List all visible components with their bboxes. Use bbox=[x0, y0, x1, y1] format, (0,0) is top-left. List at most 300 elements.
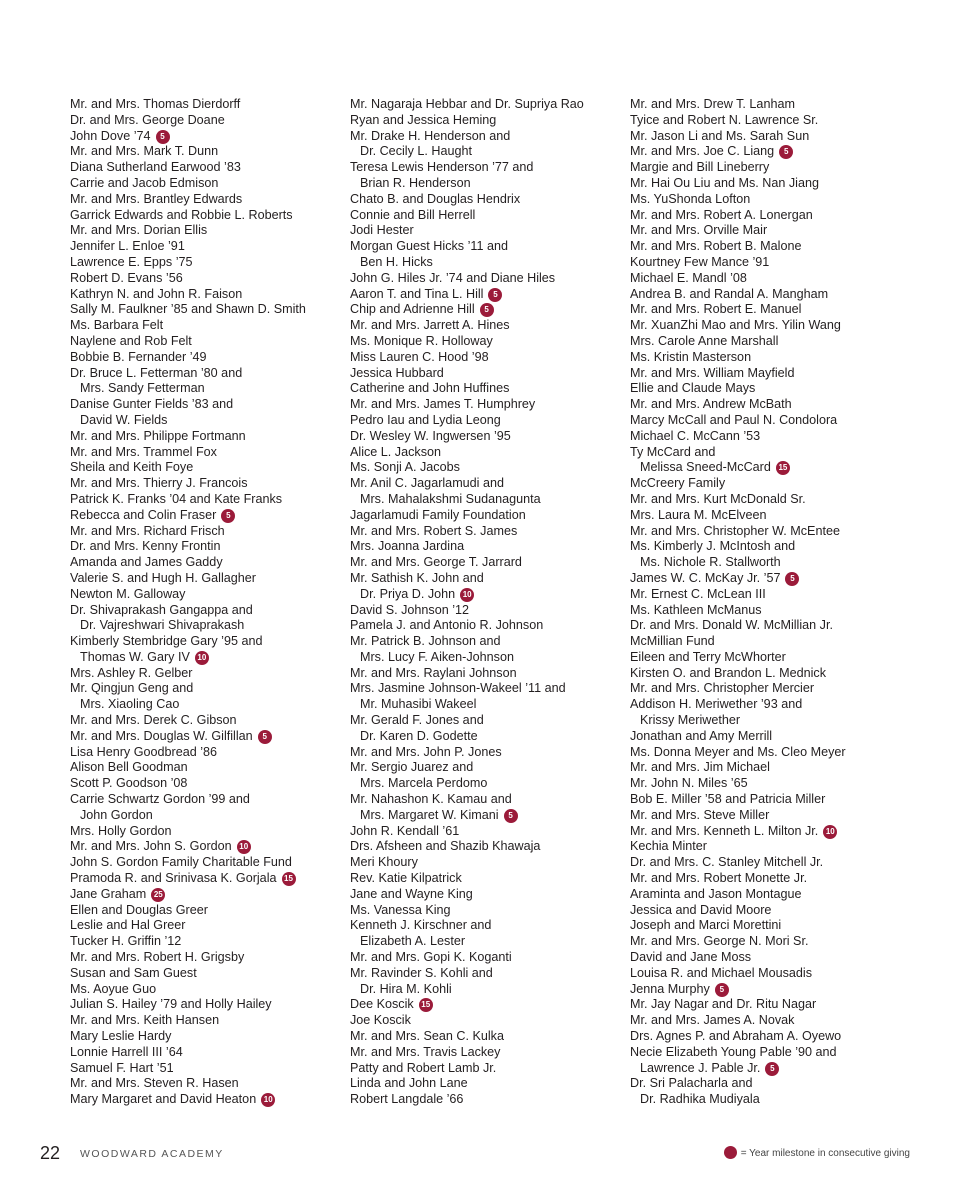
donor-name bbox=[630, 492, 900, 508]
donor-name-text: Aaron T. and Tina L. Hill bbox=[350, 286, 484, 301]
donor-name-text: Mr. and Mrs. Robert S. James bbox=[350, 523, 518, 538]
donor-entry bbox=[70, 397, 340, 429]
donor-name-text: Mr. and Mrs. Keith Hansen bbox=[70, 1013, 220, 1028]
donor-name bbox=[630, 776, 900, 792]
donor-name bbox=[350, 1029, 620, 1045]
donor-name-text: Dr. Priya D. John bbox=[360, 586, 456, 601]
donor-name-text: Mr. and Mrs. John P. Jones bbox=[350, 744, 502, 759]
donor-name bbox=[70, 903, 340, 919]
donor-name bbox=[350, 239, 620, 255]
donor-entry bbox=[630, 129, 900, 145]
donor-entry bbox=[350, 666, 620, 682]
donor-entry bbox=[630, 413, 900, 429]
donor-name bbox=[630, 634, 900, 650]
donor-name-text: Mrs. Laura M. McElveen bbox=[630, 507, 767, 522]
donor-entry bbox=[630, 887, 900, 903]
donor-name-text: Robert Langdale ’66 bbox=[350, 1092, 464, 1107]
donor-name bbox=[70, 113, 340, 129]
donor-name-text: Mrs. Sandy Fetterman bbox=[80, 381, 205, 396]
donor-name bbox=[70, 271, 340, 287]
donor-name bbox=[70, 223, 340, 239]
donor-entry bbox=[630, 776, 900, 792]
donor-name-text: Addison H. Meriwether ’93 and bbox=[630, 697, 803, 712]
donor-entry bbox=[70, 508, 340, 524]
donor-entry bbox=[70, 302, 340, 318]
donor-entry bbox=[350, 460, 620, 476]
donor-entry bbox=[70, 97, 340, 113]
donor-name-text: Mr. and Mrs. Brantley Edwards bbox=[70, 191, 243, 206]
donor-name-text: Carrie and Jacob Edmison bbox=[70, 175, 219, 190]
milestone-dot-icon bbox=[724, 1146, 737, 1159]
donor-entry bbox=[350, 113, 620, 129]
donor-entry bbox=[70, 144, 340, 160]
donor-name-text: Ben H. Hicks bbox=[360, 254, 433, 269]
donor-name bbox=[350, 1092, 620, 1108]
donor-entry bbox=[350, 287, 620, 303]
donor-entry bbox=[630, 745, 900, 761]
donor-name-text: Mrs. Mahalakshmi Sudanagunta bbox=[360, 491, 541, 506]
donor-entry bbox=[350, 634, 620, 666]
donor-name-continued bbox=[70, 618, 340, 634]
donor-entry bbox=[630, 350, 900, 366]
donor-name-text: Bob E. Miller ’58 and Patricia Miller bbox=[630, 792, 826, 807]
legend-text: = Year milestone in consecutive giving bbox=[740, 1148, 910, 1159]
donor-name-text: Susan and Sam Guest bbox=[70, 965, 197, 980]
donor-name bbox=[630, 524, 900, 540]
donor-name bbox=[70, 445, 340, 461]
donor-name-text: Jennifer L. Enloe ’91 bbox=[70, 239, 185, 254]
donor-name bbox=[630, 982, 900, 998]
donor-name bbox=[350, 871, 620, 887]
donor-entry bbox=[350, 271, 620, 287]
donor-name bbox=[630, 697, 900, 713]
donor-name bbox=[630, 1076, 900, 1092]
donor-name bbox=[350, 634, 620, 650]
milestone-badge: 10 bbox=[460, 588, 474, 602]
donor-name bbox=[630, 129, 900, 145]
donor-name-continued bbox=[350, 729, 620, 745]
donor-entry bbox=[630, 697, 900, 729]
donor-name-text: Necie Elizabeth Young Pable ’90 and bbox=[630, 1044, 837, 1059]
donor-name bbox=[70, 129, 340, 145]
donor-name-text: Mrs. Ashley R. Gelber bbox=[70, 665, 193, 680]
donor-name-text: Sally M. Faulkner ’85 and Shawn D. Smith bbox=[70, 302, 306, 317]
donor-name bbox=[70, 666, 340, 682]
donor-name bbox=[350, 429, 620, 445]
donor-entry bbox=[70, 1092, 340, 1108]
donor-entry bbox=[70, 760, 340, 776]
donor-entry bbox=[350, 192, 620, 208]
donor-entry bbox=[70, 287, 340, 303]
donor-name bbox=[350, 524, 620, 540]
donor-name bbox=[350, 287, 620, 303]
donor-name-text: Mr. and Mrs. Andrew McBath bbox=[630, 397, 792, 412]
donor-name bbox=[70, 334, 340, 350]
page-footer bbox=[40, 1143, 920, 1163]
donor-entry bbox=[350, 381, 620, 397]
donor-name bbox=[70, 950, 340, 966]
donor-name bbox=[630, 1029, 900, 1045]
donor-entry bbox=[630, 208, 900, 224]
donor-name-text: Mr. and Mrs. Drew T. Lanham bbox=[630, 97, 795, 111]
donor-name-text: David S. Johnson ’12 bbox=[350, 602, 470, 617]
donor-entry bbox=[350, 1045, 620, 1061]
donor-name-text: Dr. Vajreshwari Shivaprakash bbox=[80, 618, 245, 633]
donor-entry bbox=[70, 729, 340, 745]
donor-name-text: Mr. Anil C. Jagarlamudi and bbox=[350, 476, 504, 491]
donor-name-text: Mrs. Carole Anne Marshall bbox=[630, 333, 779, 348]
donor-entry bbox=[350, 571, 620, 603]
donor-entry bbox=[350, 397, 620, 413]
donor-entry bbox=[630, 950, 900, 966]
donor-entry bbox=[630, 445, 900, 477]
donor-name-text: Mr. and Mrs. Douglas W. Gilfillan bbox=[70, 728, 253, 743]
donor-name-text: Drs. Agnes P. and Abraham A. Oyewo bbox=[630, 1029, 842, 1044]
donor-name-text: Mr. and Mrs. Steve Miller bbox=[630, 807, 770, 822]
donor-name bbox=[350, 318, 620, 334]
donor-entry bbox=[350, 160, 620, 192]
donor-entry bbox=[350, 413, 620, 429]
donor-entry bbox=[70, 492, 340, 508]
donor-entry bbox=[70, 129, 340, 145]
donor-name-text: Lonnie Harrell III ’64 bbox=[70, 1044, 183, 1059]
donor-name-text: Ms. Barbara Felt bbox=[70, 318, 164, 333]
donor-name-text: Patty and Robert Lamb Jr. bbox=[350, 1060, 497, 1075]
donor-name-text: Elizabeth A. Lester bbox=[360, 934, 466, 949]
donor-name-text: Mr. and Mrs. Jim Michael bbox=[630, 760, 770, 775]
donor-entry bbox=[350, 1013, 620, 1029]
donor-entry bbox=[70, 555, 340, 571]
donor-name-text: Leslie and Hal Greer bbox=[70, 918, 186, 933]
donor-name-text: Mr. Ravinder S. Kohli and bbox=[350, 965, 493, 980]
milestone-badge: 10 bbox=[237, 840, 251, 854]
donor-name bbox=[350, 792, 620, 808]
donor-name-text: Mrs. Jasmine Johnson-Wakeel ’11 and bbox=[350, 681, 566, 696]
donor-name bbox=[630, 650, 900, 666]
donor-entry bbox=[630, 903, 900, 919]
donor-name-text: Dr. Sri Palacharla and bbox=[630, 1076, 753, 1091]
donor-entry bbox=[350, 966, 620, 998]
donor-entry bbox=[630, 681, 900, 697]
donor-name bbox=[630, 334, 900, 350]
giving-legend bbox=[724, 1146, 910, 1161]
donor-entry bbox=[70, 318, 340, 334]
donor-name-continued bbox=[350, 982, 620, 998]
donor-name-text: Andrea B. and Randal A. Mangham bbox=[630, 286, 829, 301]
milestone-badge: 5 bbox=[785, 572, 799, 586]
donor-entry bbox=[350, 555, 620, 571]
donor-entry bbox=[70, 603, 340, 635]
donor-name bbox=[630, 381, 900, 397]
donor-name-text: Jane Graham bbox=[70, 886, 147, 901]
donor-name bbox=[630, 255, 900, 271]
donor-name bbox=[350, 129, 620, 145]
donor-name-text: Mr. Patrick B. Johnson and bbox=[350, 634, 501, 649]
donor-name-text: Dee Koscik bbox=[350, 997, 414, 1012]
donor-entry bbox=[630, 855, 900, 871]
donor-name-text: Ryan and Jessica Heming bbox=[350, 112, 497, 127]
donor-name-text: Mr. Muhasibi Wakeel bbox=[360, 697, 477, 712]
donor-entry bbox=[70, 350, 340, 366]
donor-name bbox=[350, 681, 620, 697]
donor-name bbox=[630, 413, 900, 429]
donor-name-text: Mr. and Mrs. Jarrett A. Hines bbox=[350, 318, 510, 333]
donor-name bbox=[630, 903, 900, 919]
donor-entry bbox=[350, 539, 620, 555]
donor-entry bbox=[630, 982, 900, 998]
donor-name bbox=[350, 97, 620, 113]
milestone-badge: 5 bbox=[779, 145, 793, 159]
donor-name bbox=[630, 508, 900, 524]
donor-entry bbox=[350, 887, 620, 903]
donor-entry bbox=[350, 681, 620, 713]
donor-name bbox=[350, 381, 620, 397]
donor-entry bbox=[70, 918, 340, 934]
donor-name-text: Kourtney Few Mance ’91 bbox=[630, 254, 770, 269]
donor-name-text: Mrs. Marcela Perdomo bbox=[360, 776, 488, 791]
donor-name bbox=[630, 871, 900, 887]
donor-name bbox=[70, 934, 340, 950]
donor-name-text: John Gordon bbox=[80, 807, 153, 822]
donor-name bbox=[70, 97, 340, 113]
donor-entry bbox=[630, 334, 900, 350]
donor-entry bbox=[630, 824, 900, 840]
donor-name bbox=[350, 208, 620, 224]
donor-name-text: Ms. Donna Meyer and Ms. Cleo Meyer bbox=[630, 744, 846, 759]
donor-name-text: Dr. and Mrs. Donald W. McMillian Jr. bbox=[630, 618, 833, 633]
donor-name-text: Mr. and Mrs. Derek C. Gibson bbox=[70, 713, 237, 728]
donor-name bbox=[70, 460, 340, 476]
donor-name-text: Dr. Hira M. Kohli bbox=[360, 981, 452, 996]
donor-column-3 bbox=[630, 97, 900, 1108]
donor-name bbox=[630, 934, 900, 950]
donor-name bbox=[350, 950, 620, 966]
donor-entry bbox=[350, 903, 620, 919]
donor-name bbox=[630, 1045, 900, 1061]
donor-entry bbox=[350, 366, 620, 382]
donor-name bbox=[630, 745, 900, 761]
donor-name-text: Ms. Kristin Masterson bbox=[630, 349, 752, 364]
donor-name bbox=[630, 192, 900, 208]
donor-entry bbox=[70, 776, 340, 792]
donor-entry bbox=[350, 302, 620, 318]
donor-entry bbox=[350, 429, 620, 445]
milestone-badge: 5 bbox=[715, 983, 729, 997]
donor-name-text: Ms. Nichole R. Stallworth bbox=[640, 555, 781, 570]
donor-name-text: Mary Leslie Hardy bbox=[70, 1029, 172, 1044]
donor-name-text: Jenna Murphy bbox=[630, 981, 710, 996]
donor-name-text: Pamela J. and Antonio R. Johnson bbox=[350, 618, 544, 633]
donor-name-text: Mr. Drake H. Henderson and bbox=[350, 128, 511, 143]
donor-name bbox=[630, 918, 900, 934]
donor-name-continued bbox=[630, 1061, 900, 1077]
donor-name bbox=[70, 792, 340, 808]
donor-name-text: Mr. and Mrs. Dorian Ellis bbox=[70, 223, 208, 238]
donor-entry bbox=[630, 1045, 900, 1077]
donor-name-text: John Dove ’74 bbox=[70, 128, 151, 143]
donor-name bbox=[350, 997, 620, 1013]
milestone-badge: 10 bbox=[195, 651, 209, 665]
donor-entry bbox=[350, 334, 620, 350]
donor-name-text: Thomas W. Gary IV bbox=[80, 649, 190, 664]
donor-entry bbox=[70, 366, 340, 398]
donor-name-continued bbox=[350, 776, 620, 792]
donor-name-text: Mr. and Mrs. Robert H. Grigsby bbox=[70, 950, 245, 965]
donor-entry bbox=[630, 492, 900, 508]
donor-name bbox=[630, 287, 900, 303]
donor-entry bbox=[630, 1076, 900, 1108]
donor-name bbox=[630, 223, 900, 239]
donor-entry bbox=[70, 445, 340, 461]
donor-name bbox=[70, 255, 340, 271]
donor-name bbox=[630, 760, 900, 776]
donor-name-text: Mr. and Mrs. Thomas Dierdorff bbox=[70, 97, 241, 111]
donor-name-text: Mr. Jay Nagar and Dr. Ritu Nagar bbox=[630, 997, 817, 1012]
donor-name bbox=[630, 792, 900, 808]
donor-name bbox=[70, 318, 340, 334]
donor-name bbox=[350, 113, 620, 129]
donor-name bbox=[70, 555, 340, 571]
donor-name bbox=[350, 413, 620, 429]
donor-entry bbox=[350, 445, 620, 461]
donor-name-text: John G. Hiles Jr. ’74 and Diane Hiles bbox=[350, 270, 556, 285]
donor-name bbox=[350, 271, 620, 287]
donor-entry bbox=[630, 934, 900, 950]
donor-name bbox=[70, 492, 340, 508]
donor-name-text: Diana Sutherland Earwood ’83 bbox=[70, 160, 241, 175]
donor-name bbox=[630, 966, 900, 982]
donor-name-text: Jessica Hubbard bbox=[350, 365, 444, 380]
donor-name-text: Mr. Sergio Juarez and bbox=[350, 760, 474, 775]
donor-entry bbox=[70, 713, 340, 729]
donor-name-text: Mr. and Mrs. Christopher W. McEntee bbox=[630, 523, 840, 538]
donor-name bbox=[350, 192, 620, 208]
donor-name-text: John S. Gordon Family Charitable Fund bbox=[70, 855, 292, 870]
donor-entry bbox=[350, 603, 620, 619]
donor-name-text: Mr. and Mrs. Steven R. Hasen bbox=[70, 1076, 239, 1091]
donor-entry bbox=[630, 524, 900, 540]
donor-name-text: Brian R. Henderson bbox=[360, 175, 471, 190]
donor-entry bbox=[70, 429, 340, 445]
donor-name bbox=[630, 271, 900, 287]
donor-name-text: Mr. Nagaraja Hebbar and Dr. Supriya Rao bbox=[350, 97, 584, 111]
donor-entry bbox=[350, 839, 620, 855]
donor-entry bbox=[70, 1045, 340, 1061]
donor-name bbox=[350, 397, 620, 413]
donor-entry bbox=[630, 729, 900, 745]
donor-name-text: Pramoda R. and Srinivasa K. Gorjala bbox=[70, 871, 277, 886]
donor-entry bbox=[630, 381, 900, 397]
donor-name-text: Dr. and Mrs. Kenny Frontin bbox=[70, 539, 221, 554]
donor-name-text: Kimberly Stembridge Gary ’95 and bbox=[70, 634, 263, 649]
donor-name bbox=[350, 1076, 620, 1092]
donor-entry bbox=[70, 571, 340, 587]
donor-name-text: Samuel F. Hart ’51 bbox=[70, 1060, 174, 1075]
donor-entry bbox=[70, 176, 340, 192]
donor-entry bbox=[630, 966, 900, 982]
donor-name bbox=[350, 1013, 620, 1029]
donor-name bbox=[70, 1061, 340, 1077]
donor-entry bbox=[70, 824, 340, 840]
donor-name bbox=[350, 302, 620, 318]
donor-entry bbox=[350, 508, 620, 524]
donor-name bbox=[630, 239, 900, 255]
donor-name-text: Dr. Shivaprakash Gangappa and bbox=[70, 602, 253, 617]
donor-name-text: Louisa R. and Michael Mousadis bbox=[630, 965, 813, 980]
donor-entry bbox=[70, 524, 340, 540]
donor-entry bbox=[70, 934, 340, 950]
donor-name-text: Mrs. Xiaoling Cao bbox=[80, 697, 180, 712]
donor-name-continued bbox=[350, 176, 620, 192]
donor-name bbox=[350, 476, 620, 492]
donor-entry bbox=[630, 508, 900, 524]
donor-entry bbox=[350, 713, 620, 745]
donor-entry bbox=[70, 966, 340, 982]
donor-name-text: Julian S. Hailey ’79 and Holly Hailey bbox=[70, 997, 272, 1012]
donor-name bbox=[70, 855, 340, 871]
donor-name bbox=[350, 350, 620, 366]
donor-entry bbox=[70, 887, 340, 903]
donor-name bbox=[70, 144, 340, 160]
donor-name bbox=[70, 713, 340, 729]
donor-name-text: Melissa Sneed-McCard bbox=[640, 460, 771, 475]
donor-name-continued bbox=[630, 1092, 900, 1108]
donor-name bbox=[350, 1061, 620, 1077]
donor-entry bbox=[70, 982, 340, 998]
donor-name bbox=[70, 839, 340, 855]
donor-name bbox=[350, 366, 620, 382]
donor-entry bbox=[70, 160, 340, 176]
donor-name bbox=[70, 1029, 340, 1045]
donor-name-text: Connie and Bill Herrell bbox=[350, 207, 476, 222]
donor-entry bbox=[350, 760, 620, 792]
donor-name-text: Ms. Kimberly J. McIntosh and bbox=[630, 539, 796, 554]
donor-name-text: Mr. XuanZhi Mao and Mrs. Yilin Wang bbox=[630, 318, 841, 333]
donor-name-text: Mr. Qingjun Geng and bbox=[70, 681, 194, 696]
donor-name bbox=[630, 539, 900, 555]
donor-name-text: David and Jane Moss bbox=[630, 950, 752, 965]
donor-name bbox=[630, 160, 900, 176]
milestone-badge: 15 bbox=[776, 461, 790, 475]
donor-entry bbox=[630, 618, 900, 634]
donor-name-text: Mr. and Mrs. James T. Humphrey bbox=[350, 397, 536, 412]
donor-name-text: Tyice and Robert N. Lawrence Sr. bbox=[630, 112, 819, 127]
donor-name-text: Dr. and Mrs. George Doane bbox=[70, 112, 225, 127]
donor-name-text: Ellie and Claude Mays bbox=[630, 381, 756, 396]
donor-name-text: Mr. and Mrs. Sean C. Kulka bbox=[350, 1029, 504, 1044]
donor-entry bbox=[630, 397, 900, 413]
donor-name-continued bbox=[350, 587, 620, 603]
donor-name bbox=[70, 366, 340, 382]
donor-name-text: Mr. and Mrs. John S. Gordon bbox=[70, 839, 232, 854]
donor-entry bbox=[350, 950, 620, 966]
donor-entry bbox=[630, 160, 900, 176]
donor-name bbox=[630, 144, 900, 160]
donor-entry bbox=[630, 287, 900, 303]
donor-name-text: Scott P. Goodson ’08 bbox=[70, 776, 188, 791]
donor-entry bbox=[350, 918, 620, 950]
milestone-badge: 5 bbox=[765, 1062, 779, 1076]
milestone-badge: 5 bbox=[221, 509, 235, 523]
donor-name bbox=[350, 966, 620, 982]
donor-entry bbox=[350, 1076, 620, 1092]
donor-entry bbox=[70, 839, 340, 855]
donor-entry bbox=[70, 208, 340, 224]
donor-name-text: Kenneth J. Kirschner and bbox=[350, 918, 492, 933]
donor-name-text: Carrie Schwartz Gordon ’99 and bbox=[70, 792, 250, 807]
donor-name bbox=[70, 871, 340, 887]
milestone-badge: 5 bbox=[480, 303, 494, 317]
